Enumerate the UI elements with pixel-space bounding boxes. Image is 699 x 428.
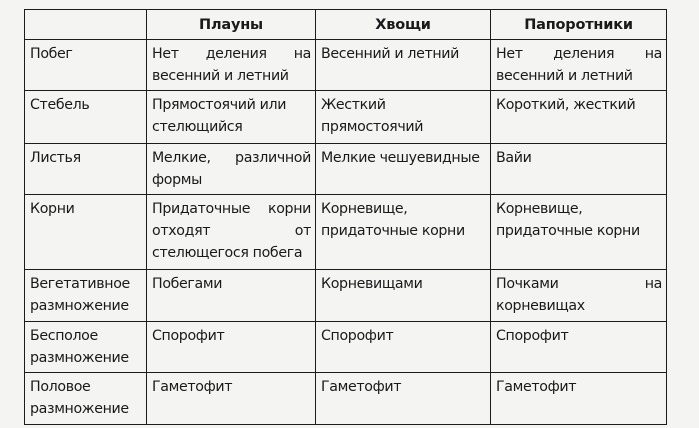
cell-text: Прямостоячий или стелющийся bbox=[152, 97, 287, 135]
cell-text: Придаточные корни отходят от стелющегося побега bbox=[152, 201, 311, 261]
cell-text: Гаметофит bbox=[496, 379, 577, 395]
table-cell bbox=[491, 373, 667, 425]
table-row bbox=[25, 270, 667, 322]
table-cell bbox=[147, 40, 316, 91]
table-cell bbox=[491, 270, 667, 322]
row-label bbox=[25, 373, 147, 425]
cell-text: Спорофит bbox=[321, 328, 394, 344]
row-label bbox=[25, 40, 147, 91]
cell-text: Гаметофит bbox=[152, 379, 233, 395]
table-cell bbox=[491, 144, 667, 195]
row-label-text: Побег bbox=[30, 46, 73, 62]
table-row bbox=[25, 373, 667, 425]
table-row bbox=[25, 91, 667, 144]
table-cell bbox=[147, 322, 316, 373]
cell-text: Спорофит bbox=[496, 328, 569, 344]
cell-text: Короткий, жесткий bbox=[496, 97, 636, 113]
table-cell bbox=[147, 270, 316, 322]
row-label bbox=[25, 195, 147, 270]
row-label bbox=[25, 322, 147, 373]
header-plauny: Плауны bbox=[147, 10, 316, 40]
row-label-text: Бесполое размножение bbox=[30, 328, 129, 366]
cell-text: Спорофит bbox=[152, 328, 225, 344]
table-cell bbox=[147, 195, 316, 270]
row-label-text: Вегетативное размножение bbox=[30, 276, 130, 314]
row-label bbox=[25, 270, 147, 322]
table-row bbox=[25, 40, 667, 91]
table-cell bbox=[316, 373, 491, 425]
table-cell bbox=[147, 373, 316, 425]
comparison-table bbox=[24, 9, 667, 425]
cell-text: Нет деления на весенний и летний bbox=[152, 46, 311, 84]
table-cell bbox=[491, 322, 667, 373]
cell-text: Жесткий прямостоячий bbox=[321, 97, 424, 135]
table-header-row bbox=[25, 10, 667, 40]
row-label bbox=[25, 144, 147, 195]
table-cell bbox=[316, 195, 491, 270]
row-label bbox=[25, 91, 147, 144]
row-label-text: Листья bbox=[30, 150, 81, 166]
table-cell bbox=[491, 195, 667, 270]
cell-text: Мелкие, различной формы bbox=[152, 150, 311, 188]
table-cell bbox=[491, 40, 667, 91]
cell-text: Почками на корневищах bbox=[496, 276, 662, 314]
cell-text: Побегами bbox=[152, 276, 223, 292]
table-cell bbox=[316, 144, 491, 195]
table-cell bbox=[147, 91, 316, 144]
cell-text: Мелкие чешуевидные bbox=[321, 150, 480, 166]
header-paporotniki: Папоротники bbox=[491, 10, 667, 40]
row-label-text: Половое размножение bbox=[30, 379, 129, 417]
cell-text: Гаметофит bbox=[321, 379, 402, 395]
row-label-text: Стебель bbox=[30, 97, 90, 113]
cell-text: Вайи bbox=[496, 150, 532, 166]
cell-text: Корневище, придаточные корни bbox=[321, 201, 465, 239]
table-cell bbox=[316, 322, 491, 373]
table-row bbox=[25, 195, 667, 270]
table-cell bbox=[491, 91, 667, 144]
table-cell bbox=[316, 91, 491, 144]
table-row bbox=[25, 144, 667, 195]
table-row bbox=[25, 322, 667, 373]
table-cell bbox=[316, 40, 491, 91]
cell-text: Корневище, придаточные корни bbox=[496, 201, 640, 239]
row-label-text: Корни bbox=[30, 201, 75, 217]
header-khvoshchi: Хвощи bbox=[316, 10, 491, 40]
table-cell bbox=[316, 270, 491, 322]
cell-text: Корневищами bbox=[321, 276, 423, 292]
header-corner bbox=[25, 10, 147, 40]
cell-text: Нет деления на весенний и летний bbox=[496, 46, 662, 84]
cell-text: Весенний и летний bbox=[321, 46, 460, 62]
table-cell bbox=[147, 144, 316, 195]
